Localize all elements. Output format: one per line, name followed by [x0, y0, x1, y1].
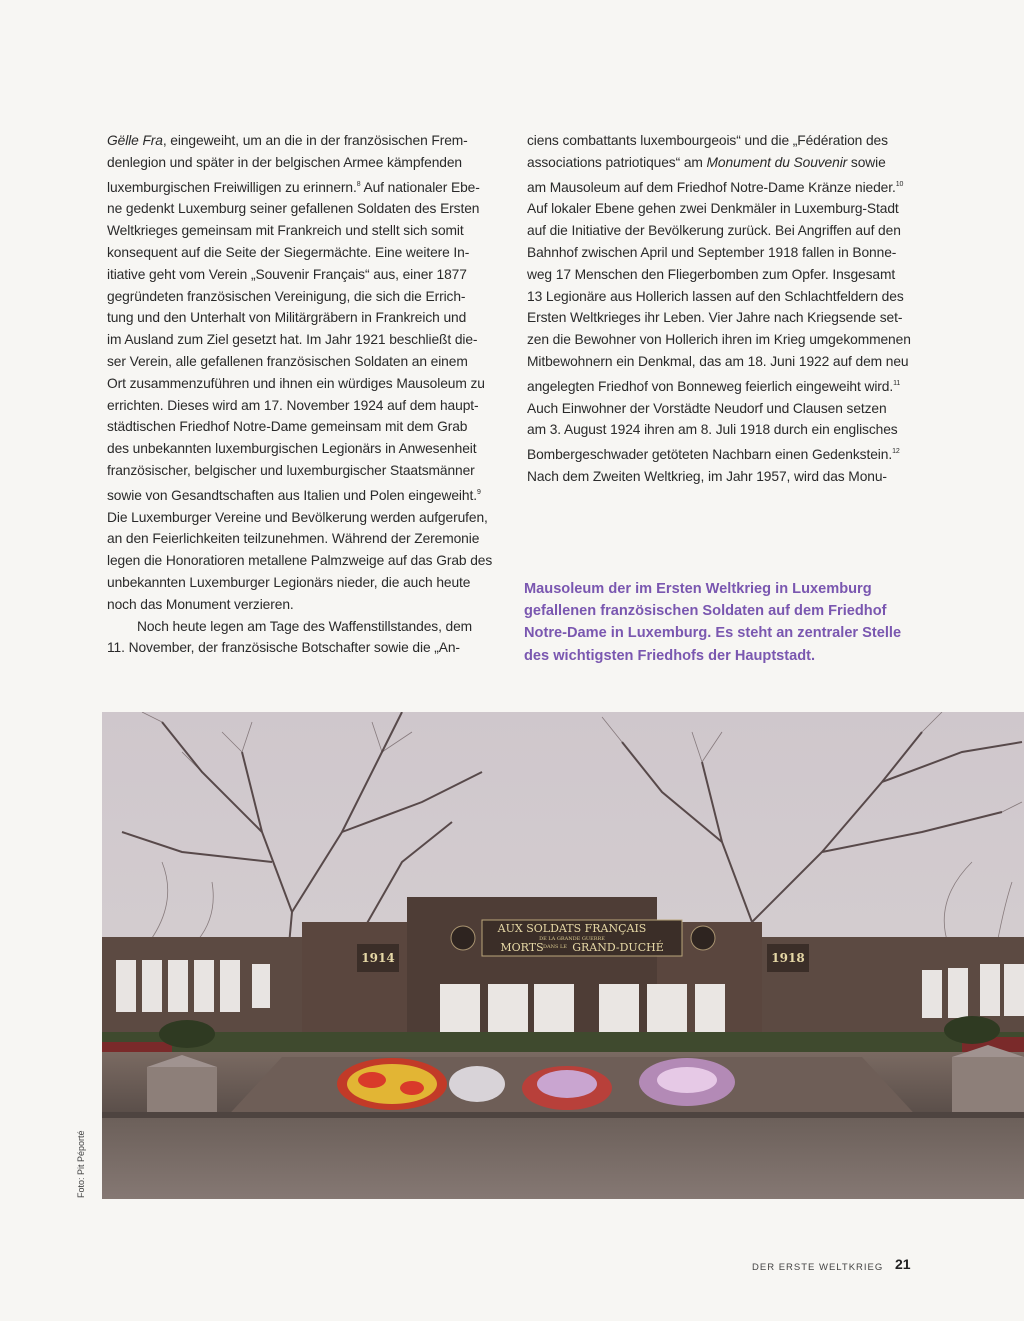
- mausoleum-photo: [102, 712, 1024, 1199]
- text-line: im Ausland zum Ziel gesetzt hat. Im Jahr 1921 beschließt die-: [107, 332, 478, 348]
- left-pylon: [302, 922, 422, 1042]
- text-line: Weltkrieges gemeinsam mit Frankreich und stellt sich somit: [107, 223, 464, 239]
- text-line: zen die Bewohner von Hollerich ihren im Krieg umgekommenen: [527, 332, 911, 348]
- text-line: ciens combattants luxembourgeois“ und die „Fédération des: [527, 133, 888, 148]
- photo-credit: Foto: Pit Péporté: [76, 1130, 86, 1198]
- text-line: auf die Initiative der Bevölkerung zurück. Bei Angriffen auf den: [527, 223, 901, 239]
- year-1918: 1918: [771, 951, 805, 965]
- text-line: 11. November, der französische Botschafter sowie die „An-: [107, 640, 460, 656]
- inscription-right: GRAND-DUCHÉ: [572, 941, 664, 954]
- text-line: Auf lokaler Ebene gehen zwei Denkmäler in Luxemburg-Stadt: [527, 201, 899, 217]
- text-line: Nach dem Zweiten Weltkrieg, im Jahr 1957, wird das Monu-: [527, 468, 887, 484]
- text-line: Die Luxemburger Vereine und Bevölkerung werden aufgerufen,: [107, 509, 488, 525]
- text-line: französischer, belgischer und luxemburgischer Staatsmänner: [107, 462, 475, 478]
- text-line: errichten. Dieses wird am 17. November 1924 auf dem haupt-: [107, 397, 479, 413]
- photo-illustration: [102, 712, 1024, 1199]
- text-line: Gëlle Fra, eingeweiht, um an die in der französischen Frem-: [107, 133, 468, 148]
- caption-line: gefallenen französischen Soldaten auf dem Friedhof: [524, 603, 887, 620]
- year-1914: 1914: [361, 951, 395, 965]
- caption-line: des wichtigsten Friedhofs der Hauptstadt.: [524, 647, 816, 664]
- page-number: 21: [895, 1256, 911, 1272]
- text-line: sowie von Gesandtschaften aus Italien und Polen eingeweiht.$^9$: [107, 487, 481, 503]
- footnote-ref: 9: [476, 488, 481, 496]
- inscription-small-2: DANS LE: [543, 944, 567, 950]
- footnote-ref: 11: [893, 379, 901, 387]
- text-line: luxemburgischen Freiwilligen zu erinnern.$^8$ Auf nationaler Ebe-: [107, 179, 480, 195]
- text-line: unbekannten Luxemburger Legionärs nieder, die auch heute: [107, 574, 471, 590]
- footnote-ref: 10: [895, 180, 904, 188]
- caption-line: Notre-Dame in Luxemburg. Es steht an zentraler Stelle: [524, 625, 902, 642]
- footnote-ref: 8: [356, 180, 361, 188]
- text-line: Auch Einwohner der Vorstädte Neudorf und Clausen setzen: [527, 400, 887, 416]
- text-line: städtischen Friedhof Notre-Dame gemeinsam mit dem Grab: [107, 419, 468, 435]
- inscription-small-1: DE LA GRANDE GUERRE: [539, 936, 605, 942]
- caption-line: Mausoleum der im Ersten Weltkrieg in Luxemburg: [524, 581, 872, 597]
- text-line: konsequent auf die Seite der Siegermächte. Eine weitere In-: [107, 244, 470, 260]
- text-line: am Mausoleum auf dem Friedhof Notre-Dame Kränze nieder.$^{10}$: [527, 179, 904, 195]
- text-line: weg 17 Menschen den Fliegerbomben zum Opfer. Insgesamt: [527, 266, 896, 282]
- body-text-right-column: [527, 130, 911, 488]
- section-title: DER ERSTE WELTKRIEG: [752, 1262, 884, 1273]
- text-line: itiative geht vom Verein „Souvenir Français“ aus, einer 1877: [107, 266, 467, 282]
- inscription-top: AUX SOLDATS FRANÇAIS: [497, 922, 647, 935]
- text-line: noch das Monument verzieren.: [107, 596, 294, 612]
- inscription-left: MORTS: [500, 941, 544, 954]
- text-line: tung und den Unterhalt von Militärgräbern in Frankreich und: [107, 310, 467, 326]
- text-line: Ersten Weltkrieges ihr Leben. Vier Jahre nach Kriegsende set-: [527, 310, 903, 326]
- left-pillar: [147, 1067, 217, 1117]
- text-line: associations patriotiques“ am Monument du Souvenir sowie: [527, 154, 886, 170]
- text-line: ser Verein, alle gefallenen französischen Soldaten an einem: [107, 353, 468, 369]
- footnote-ref: 12: [892, 448, 900, 456]
- text-line: legen die Honoratioren metallene Palmzweige auf das Grab des: [107, 553, 493, 569]
- text-line: am 3. August 1924 ihren am 8. Juli 1918 durch ein englisches: [527, 422, 898, 438]
- text-line: denlegion und später in der belgischen Armee kämpfenden: [107, 154, 462, 170]
- text-line: Bombergeschwader getöteten Nachbarn einen Gedenkstein.$^{12}$: [527, 447, 900, 463]
- text-line: Mitbewohnern ein Denkmal, das am 18. Juni 1922 auf dem neu: [527, 353, 909, 369]
- body-text-left-column: [107, 130, 491, 659]
- text-line: Noch heute legen am Tage des Waffenstillstandes, dem: [137, 618, 473, 634]
- text-line: des unbekannten luxemburgischen Legionärs in Anwesenheit: [107, 441, 477, 457]
- text-line: an den Feierlichkeiten teilzunehmen. Während der Zeremonie: [107, 531, 480, 547]
- photo-caption: [524, 578, 944, 667]
- text-line: gegründeten französischen Vereinigung, die sich die Errich-: [107, 288, 466, 304]
- text-line: Ort zusammenzuführen und ihnen ein würdiges Mausoleum zu: [107, 375, 485, 391]
- text-line: Bahnhof zwischen April und September 1918 fallen in Bonne-: [527, 244, 897, 260]
- text-line: 13 Legionäre aus Hollerich lassen auf den Schlachtfeldern des: [527, 288, 904, 304]
- text-line: ne gedenkt Luxemburg seiner gefallenen Soldaten des Ersten: [107, 201, 480, 217]
- right-pillar: [952, 1057, 1024, 1115]
- text-line: angelegten Friedhof von Bonneweg feierlich eingeweiht wird.$^{11}$: [527, 378, 901, 394]
